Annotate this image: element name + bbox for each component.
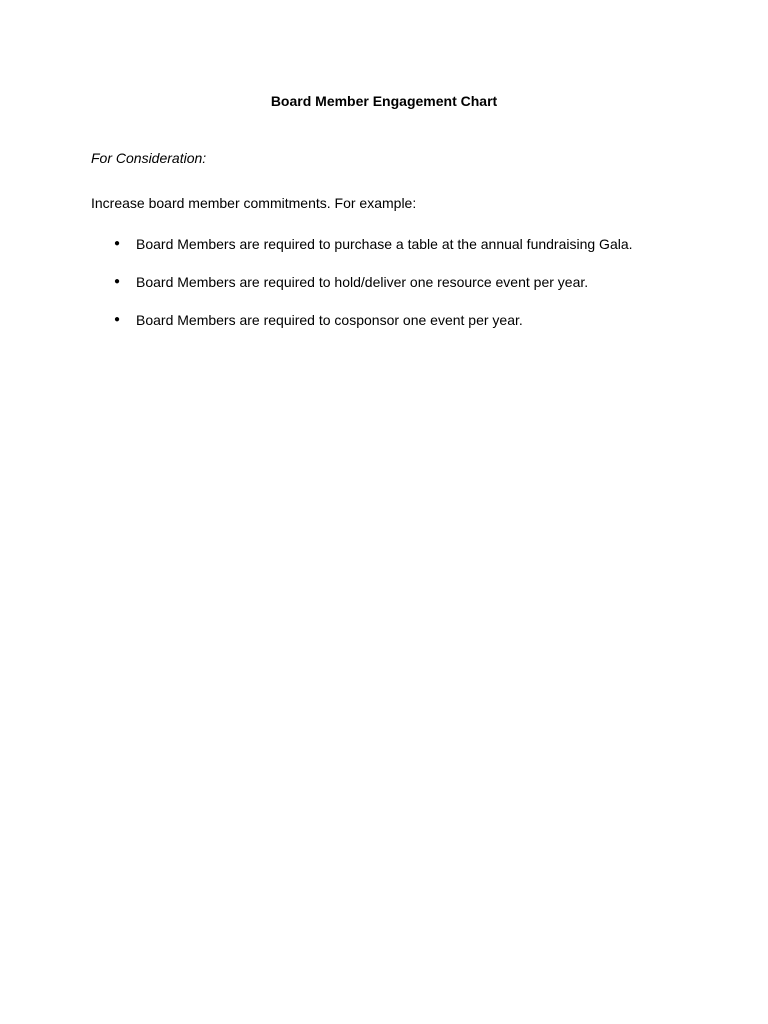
list-item-text: Board Members are required to cosponsor one event per year. bbox=[136, 312, 523, 328]
bullet-icon: ● bbox=[114, 238, 121, 249]
bullet-icon: ● bbox=[114, 314, 121, 325]
intro-paragraph: Increase board member commitments. For example: bbox=[91, 195, 417, 211]
consideration-label: For Consideration: bbox=[91, 150, 207, 166]
list-item bbox=[0, 311, 768, 329]
list-item bbox=[0, 273, 768, 291]
document-title: Board Member Engagement Chart bbox=[270, 93, 498, 109]
list-item-text: Board Members are required to hold/deliver one resource event per year. bbox=[136, 274, 589, 290]
list-item bbox=[0, 235, 768, 253]
commitments-list bbox=[0, 235, 768, 349]
list-item-text: Board Members are required to purchase a table at the annual fundraising Gala. bbox=[136, 236, 633, 252]
bullet-icon: ● bbox=[114, 276, 121, 287]
